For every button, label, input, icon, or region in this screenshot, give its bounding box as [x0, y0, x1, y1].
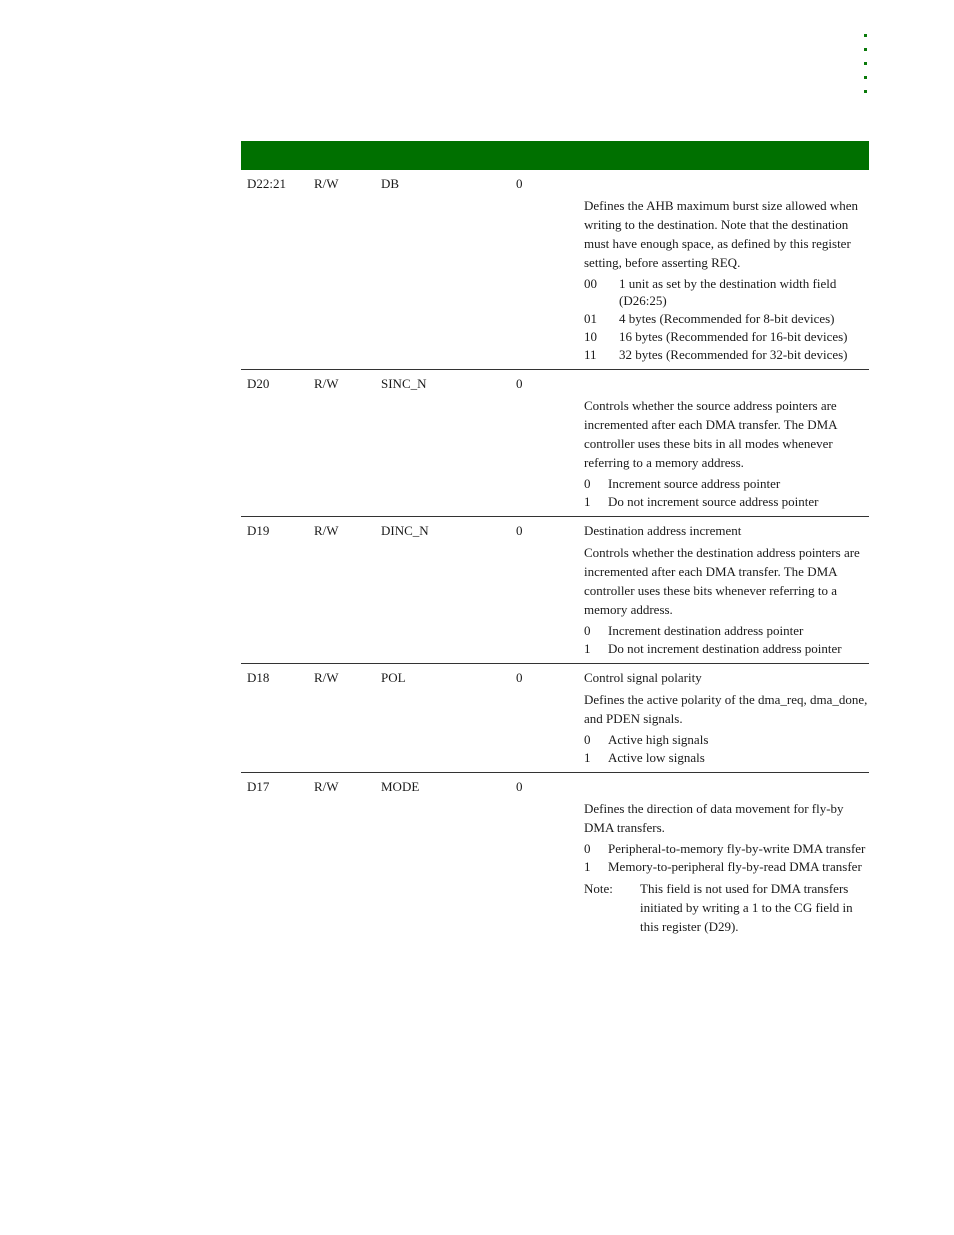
option-code: 0 [584, 841, 591, 856]
description-cell [584, 174, 869, 363]
option-item [584, 622, 869, 639]
dot-icon [864, 34, 867, 37]
bits-cell: D19 [247, 523, 270, 538]
option-item [584, 275, 869, 309]
option-code: 1 [584, 494, 591, 509]
option-item [584, 493, 869, 510]
table-row [241, 370, 869, 517]
field-description: Defines the direction of data movement for fly-by DMA transfers. [584, 801, 844, 835]
option-text: Increment destination address pointer [608, 623, 804, 638]
note-label: Note: [584, 881, 613, 896]
field-title [584, 777, 869, 796]
reset-cell: 0 [516, 670, 523, 685]
field-name-cell: SINC_N [381, 376, 427, 391]
access-cell: R/W [314, 779, 339, 794]
option-code: 1 [584, 859, 591, 874]
option-item [584, 840, 869, 857]
field-title: Destination address increment [584, 523, 742, 538]
option-code: 0 [584, 732, 591, 747]
option-text: 1 unit as set by the destination width field (D26:25) [619, 276, 837, 308]
option-item [584, 749, 869, 766]
field-description: Controls whether the source address pointers are incremented after each DMA transfer. The DMA controller uses these bits in all modes whenever referring to a memory address. [584, 398, 837, 470]
reset-cell: 0 [516, 779, 523, 794]
table-row [241, 517, 869, 664]
option-text: 32 bytes (Recommended for 32-bit devices) [619, 347, 848, 362]
field-name-cell: DB [381, 176, 400, 191]
option-item [584, 858, 869, 875]
table-row [241, 170, 869, 370]
option-text: Do not increment destination address pointer [608, 641, 842, 656]
register-table [241, 170, 869, 941]
field-title [584, 374, 869, 393]
note-text: This field is not used for DMA transfers initiated by writing a 1 to the CG field in this register (D29). [640, 881, 853, 934]
description-cell [584, 374, 869, 510]
table-header-bar [241, 141, 869, 170]
option-item [584, 475, 869, 492]
dot-icon [864, 62, 867, 65]
option-code: 01 [584, 311, 597, 326]
option-code: 10 [584, 329, 597, 344]
option-text: 4 bytes (Recommended for 8-bit devices) [619, 311, 835, 326]
field-description: Controls whether the destination address pointers are incremented after each DMA transfer. The DMA controller uses these bits whenever referring to a memory address. [584, 545, 860, 617]
reset-cell: 0 [516, 176, 523, 191]
field-name-cell: MODE [381, 779, 420, 794]
dot-icon [864, 76, 867, 79]
bits-cell: D20 [247, 376, 270, 391]
field-name-cell: DINC_N [381, 523, 429, 538]
field-description: Defines the active polarity of the dma_req, dma_done, and PDEN signals. [584, 692, 868, 726]
option-text: Peripheral-to-memory fly-by-write DMA transfer [608, 841, 866, 856]
field-name-cell: POL [381, 670, 406, 685]
option-item [584, 640, 869, 657]
reset-cell: 0 [516, 523, 523, 538]
option-code: 1 [584, 750, 591, 765]
access-cell: R/W [314, 176, 339, 191]
option-text: 16 bytes (Recommended for 16-bit devices) [619, 329, 848, 344]
dot-icon [864, 90, 867, 93]
option-text: Increment source address pointer [608, 476, 781, 491]
option-code: 0 [584, 623, 591, 638]
bits-cell: D18 [247, 670, 270, 685]
option-text: Active low signals [608, 750, 705, 765]
option-item [584, 310, 869, 327]
option-item [584, 731, 869, 748]
option-code: 11 [584, 347, 597, 362]
field-description: Defines the AHB maximum burst size allowed when writing to the destination. Note that the destination must have enough space, as defined by this register setting, before asserting REQ. [584, 198, 859, 270]
option-item [584, 328, 869, 345]
option-text: Memory-to-peripheral fly-by-read DMA transfer [608, 859, 862, 874]
table-row [241, 773, 869, 941]
dot-icon [864, 48, 867, 51]
bits-cell: D22:21 [247, 176, 286, 191]
access-cell: R/W [314, 670, 339, 685]
option-item [584, 346, 869, 363]
option-code: 0 [584, 476, 591, 491]
field-title [584, 174, 869, 193]
note-block [584, 879, 869, 936]
margin-dots [864, 34, 870, 104]
field-title: Control signal polarity [584, 670, 702, 685]
description-cell [584, 521, 869, 657]
access-cell: R/W [314, 376, 339, 391]
option-code: 1 [584, 641, 591, 656]
description-cell [584, 777, 869, 936]
description-cell [584, 668, 869, 766]
access-cell: R/W [314, 523, 339, 538]
option-text: Active high signals [608, 732, 709, 747]
reset-cell: 0 [516, 376, 523, 391]
table-row [241, 664, 869, 773]
option-text: Do not increment source address pointer [608, 494, 819, 509]
option-code: 00 [584, 276, 597, 291]
bits-cell: D17 [247, 779, 270, 794]
